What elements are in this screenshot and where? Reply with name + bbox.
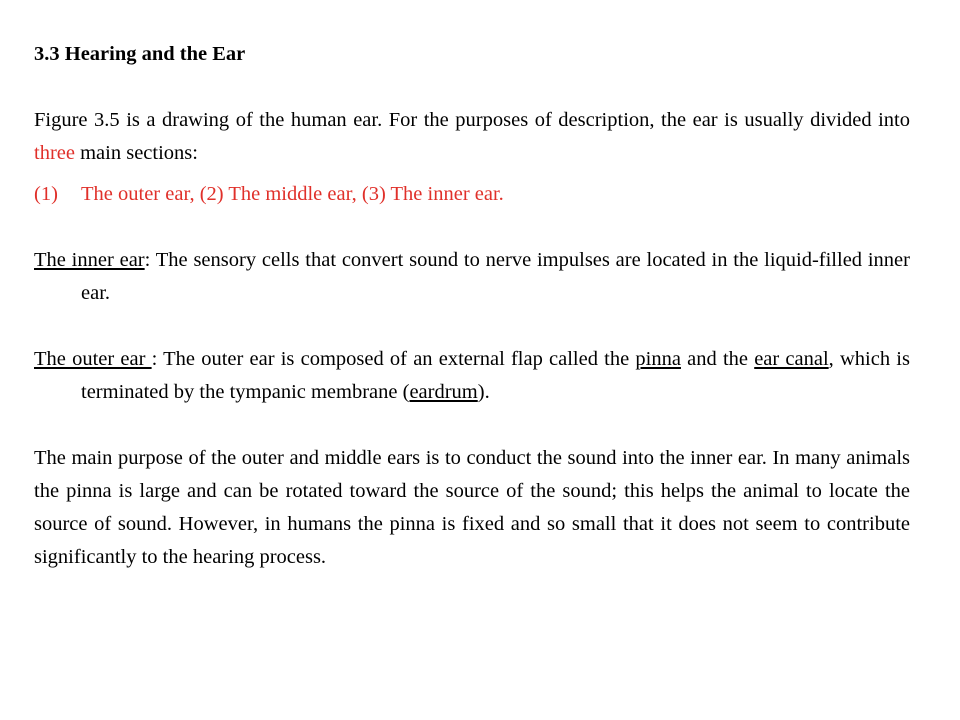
outer-ear-text-1: : The outer ear is composed of an external flap called the [151,348,636,370]
pinna-term: pinna [635,348,681,370]
sections-list-item [34,178,910,211]
inner-ear-term: The inner ear [34,249,145,271]
intro-text-before: Figure 3.5 is a drawing of the human ear. For the purposes of description, the ear is usually divided into [34,109,910,131]
list-number: (1) [34,183,58,205]
section-heading: 3.3 Hearing and the Ear [34,43,246,65]
list-text: The outer ear, (2) The middle ear, (3) The inner ear. [81,183,504,205]
ear-canal-term: ear canal [754,348,829,370]
intro-highlight-three: three [34,142,75,164]
outer-ear-term: The outer ear [34,348,152,370]
outer-ear-text-2: and the [680,348,755,370]
inner-ear-paragraph [34,244,910,310]
purpose-paragraph: The main purpose of the outer and middle ears is to conduct the sound into the inner ear. In many animals the pinna is large and can be rotated toward the source of the sound; this helps the animal to locate the source of sound. However, in humans the pinna is fixed and so small that it does not seem to contribute significantly to the hearing process. [34,447,910,568]
inner-ear-text: : The sensory cells that convert sound to nerve impulses are located in the liquid-filled inner ear. [81,249,910,304]
intro-text-after: main sections: [74,142,198,164]
outer-ear-text-4: ). [477,381,490,403]
document-page [34,38,910,574]
eardrum-term: eardrum [409,381,478,403]
outer-ear-paragraph [34,343,910,409]
outer-ear-text-3: , which is terminated by the tympanic membrane ( [81,348,910,403]
intro-paragraph [34,104,910,170]
